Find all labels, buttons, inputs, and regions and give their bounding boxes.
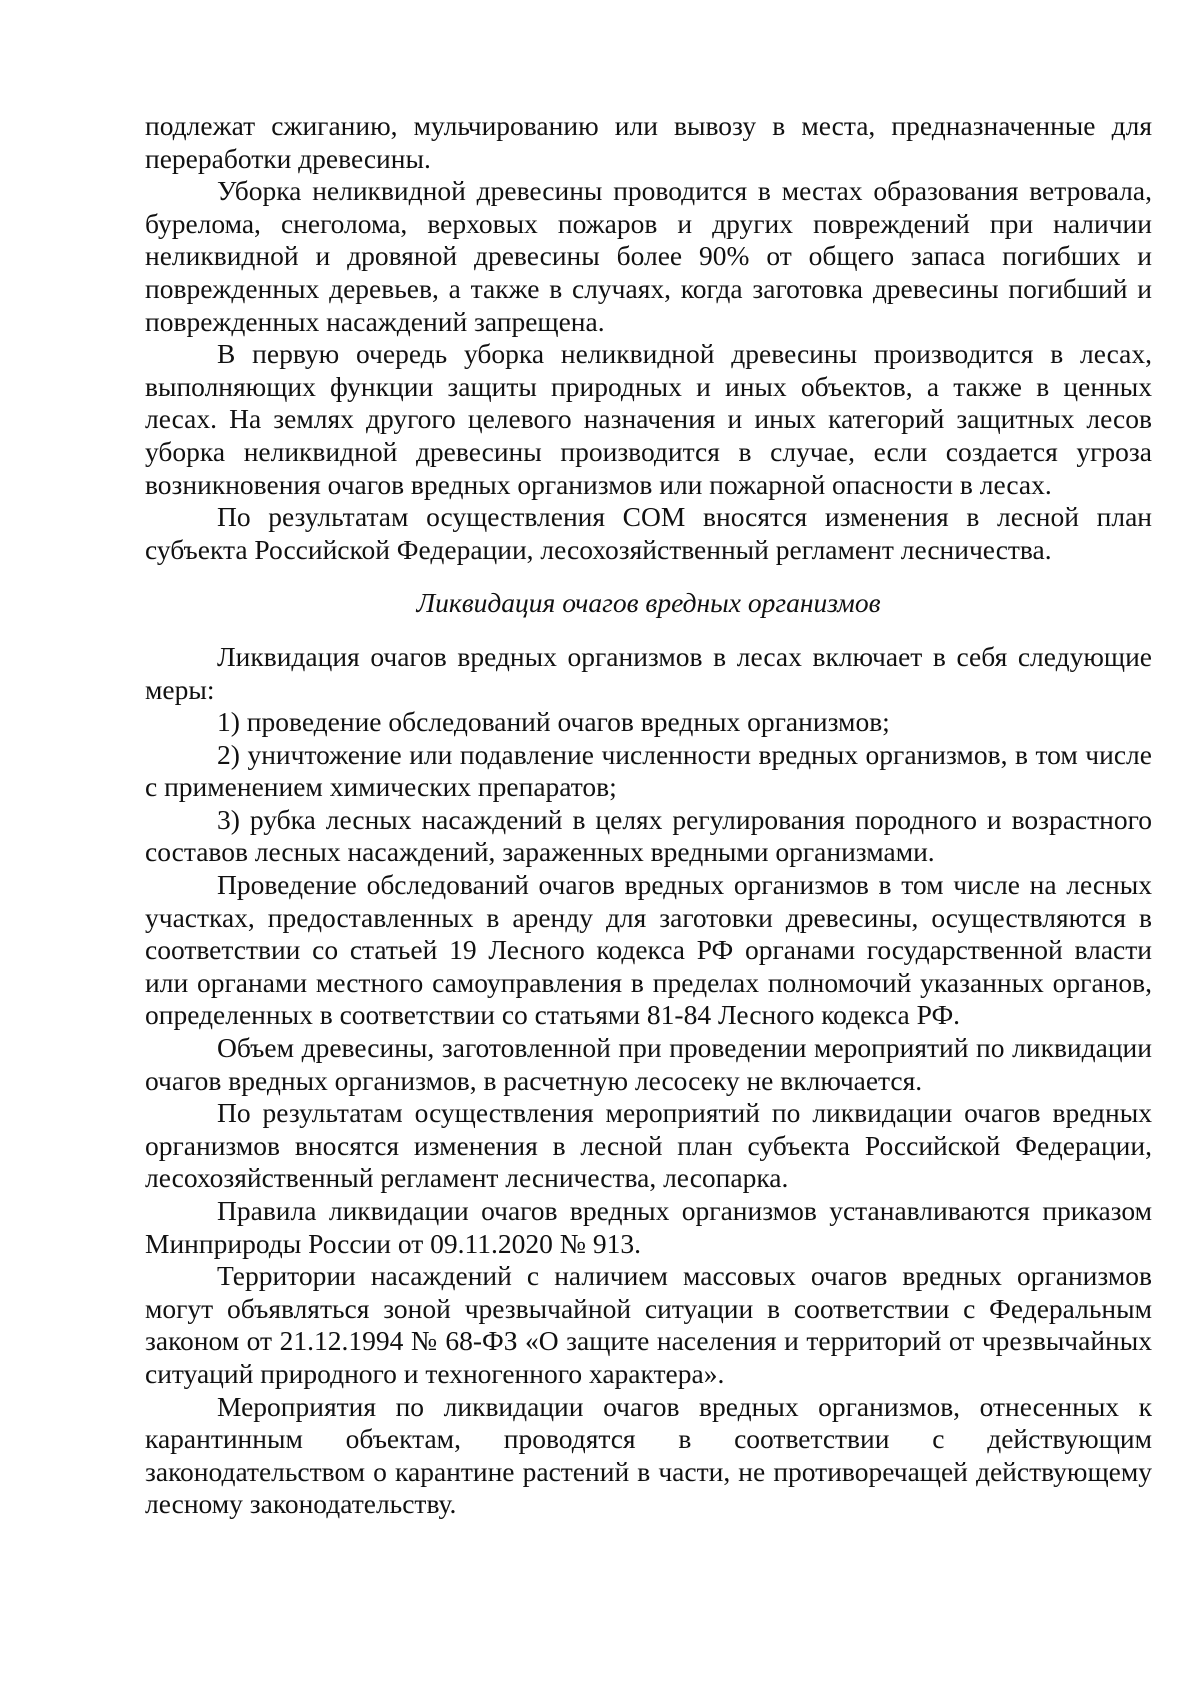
paragraph-illiquid-wood-cleanup: Уборка неликвидной древесины проводится в местах образования ветровала, бурелома, снеголома, верховых пожаров и других повреждений при наличии неликвидной и дровяной древесины более 90% от общего запаса погибших и поврежденных деревьев, а также в случаях, когда заготовка древесины погибший и поврежденных насаждений запрещена. [145, 175, 1152, 337]
paragraph-rules-order: Правила ликвидации очагов вредных организмов устанавливаются приказом Минприроды России от 09.11.2020 № 913. [145, 1195, 1152, 1259]
paragraph-wood-volume: Объем древесины, заготовленной при проведении мероприятий по ликвидации очагов вредных организмов, в расчетную лесосеку не включается. [145, 1032, 1152, 1096]
paragraph-emergency-zone: Территории насаждений с наличием массовых очагов вредных организмов могут объявляться зоной чрезвычайной ситуации в соответствии с Федеральным законом от 21.12.1994 № 68-ФЗ «О защите населения и территорий от чрезвычайных ситуаций природного и техногенного характера». [145, 1260, 1152, 1389]
paragraph-results-changes: По результатам осуществления мероприятий по ликвидации очагов вредных организмов вносятся изменения в лесной план субъекта Российской Федерации, лесохозяйственный регламент лесничества, лесопарка. [145, 1097, 1152, 1194]
list-item-3: 3) рубка лесных насаждений в целях регулирования породного и возрастного составов лесных насаждений, зараженных вредными организмами. [145, 803, 1152, 868]
paragraph-measures-intro: Ликвидация очагов вредных организмов в лесах включает в себя следующие меры: [145, 640, 1152, 705]
document-page [145, 110, 1152, 1521]
list-item-1: 1) проведение обследований очагов вредных организмов; [217, 706, 890, 738]
paragraph-quarantine: Мероприятия по ликвидации очагов вредных организмов, отнесенных к карантинным объектам, проводятся в соответствии с действующим законодательством о карантине растений в части, не противоречащей действующему лесному законодательству. [145, 1390, 1152, 1520]
section-heading: Ликвидация очагов вредных организмов [416, 587, 881, 619]
paragraph-som-results: По результатам осуществления СОМ вносятся изменения в лесной план субъекта Российской Федерации, лесохозяйственный регламент лесничества. [145, 501, 1152, 565]
paragraph-continuation: подлежат сжиганию, мульчированию или вывозу в места, предназначенные для переработки древесины. [145, 110, 1152, 174]
paragraph-priority-cleanup: В первую очередь уборка неликвидной древесины производится в лесах, выполняющих функции защиты природных и иных объектов, а также в ценных лесах. На землях другого целевого назначения и иных категорий защитных лесов уборка неликвидной древесины производится в случае, если создается угроза возникновения очагов вредных организмов или пожарной опасности в лесах. [145, 338, 1152, 500]
paragraph-surveys: Проведение обследований очагов вредных организмов в том числе на лесных участках, предоставленных в аренду для заготовки древесины, осуществляются в соответствии со статьей 19 Лесного кодекса РФ органами государственной власти или органами местного самоуправления в пределах полномочий указанных органов, определенных в соответствии со статьями 81-84 Лесного кодекса РФ. [145, 869, 1152, 1031]
list-item-2: 2) уничтожение или подавление численности вредных организмов, в том числе с применением химических препаратов; [145, 738, 1152, 803]
